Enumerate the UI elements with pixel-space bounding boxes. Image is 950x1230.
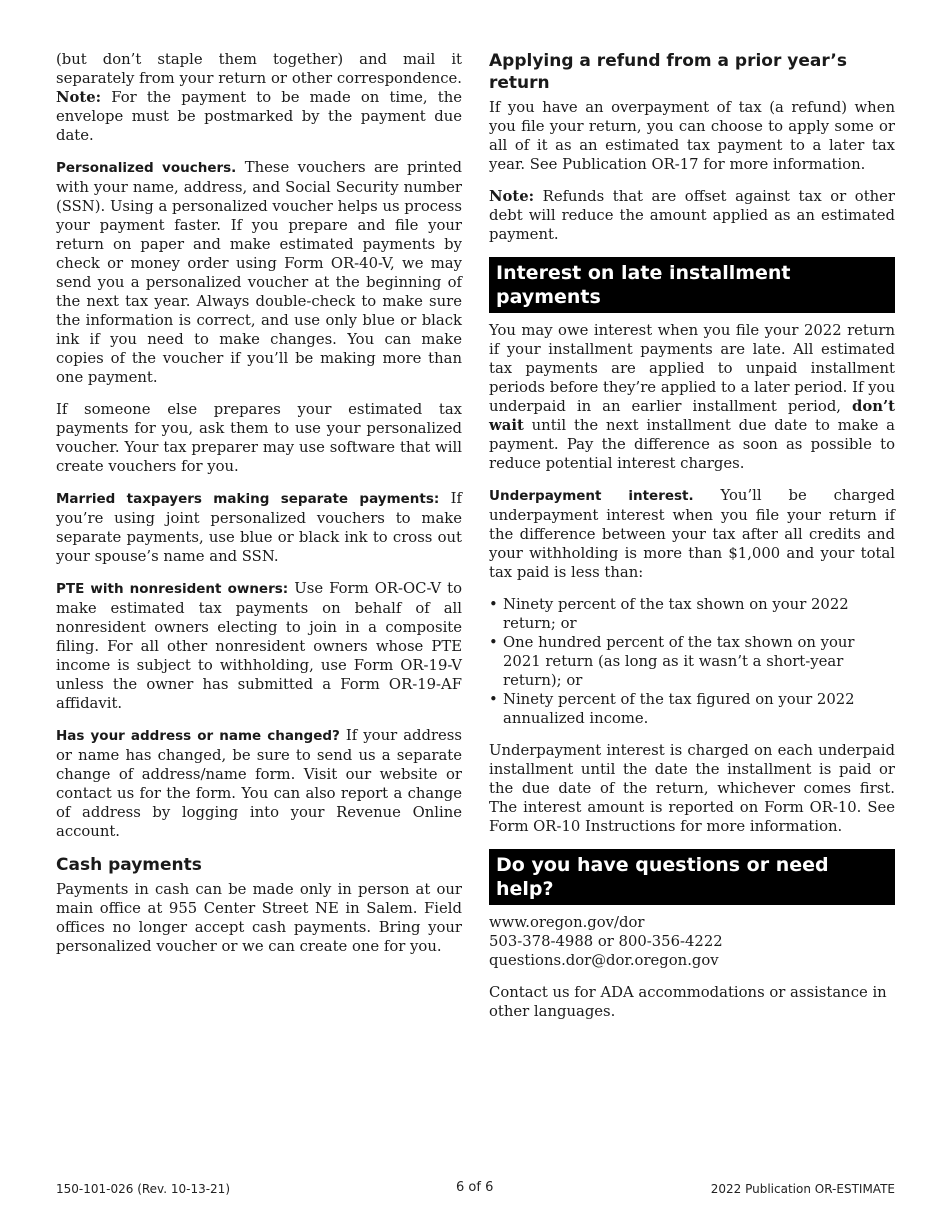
personalized-vouchers-paragraph: Personalized vouchers. These vouchers are printed with your name, address, and Social Security number (SSN). Using a personalized voucher helps us process your payment faster. If you prepare and file your return on paper and make estimated payments by check or money order using Form OR-40-V, we may send you a personalized voucher at the beginning of the next tax year. Always double-check to make sure the information is correct, and use only blue or black ink if you need to make changes. You can make copies of the voucher if you’ll be making more than one payment. [56,159,462,386]
right-column [489,50,895,1034]
someone-else-paragraph: If someone else prepares your estimated tax payments for you, ask them to use your personalized voucher. Your tax preparer may use software that will create vouchers for you. [56,401,462,475]
underpayment-paragraph: Underpayment interest. You’ll be charged underpayment interest when you file your return if the difference between your tax after all credits and your withholding is more than $1,000 and your total tax paid is less than: [489,487,896,581]
underpaid-installment-paragraph: Underpayment interest is charged on each underpaid installment until the date the installment is paid or the due date of the return, whichever comes first. The interest amount is reported on Form OR-10. See Form OR-10 Instructions for more information. [489,742,895,835]
list-item: • One hundred percent of the tax shown on your 2021 return (as long as it wasn’t a short-year return); or [489,633,895,690]
left-column [56,50,462,969]
address-change-paragraph: Has your address or name changed? If your address or name has changed, be sure to send us a separate change of address/name form. Visit our website or contact us for the form. You can also report a change of address by logging into your Revenue Online account. [56,727,462,840]
voucher-mailing-paragraph: (but don’t staple them together) and mail it separately from your return or other correspondence. Note: For the payment to be made on time, the envelope must be postmarked by the payment due date. [56,51,462,144]
cash-payments-heading: Cash payments [56,855,202,875]
page-number: 6 of 6 [456,1180,494,1195]
email-link[interactable]: questions.dor@dor.oregon.gov [489,952,719,969]
website-link[interactable]: www.oregon.gov/dor [489,914,645,931]
cash-payments-paragraph: Payments in cash can be made only in person at our main office at 955 Center Street NE in Salem. Field offices no longer accept cash payments. Bring your personalized voucher or we can create one for you. [56,881,462,955]
interest-paragraph: You may owe interest when you file your 2022 return if your installment payments are late. All estimated tax payments are applied to unpaid installment periods before they’re applied to a later period. If you underpaid in an earlier installment period, don’t wait until the next installment due date to make a payment. Pay the difference as soon as possible to reduce potential interest charges. [489,322,895,472]
phone-numbers: 503-378-4988 or 800-356-4222 [489,933,723,950]
refund-note-paragraph: Note: Refunds that are offset against tax or other debt will reduce the amount applied as an estimated payment. [489,188,895,243]
contact-block [489,913,895,970]
ada-paragraph: Contact us for ADA accommodations or assistance in other languages. [489,984,887,1020]
pte-nonresident-paragraph: PTE with nonresident owners: Use Form OR-OC-V to make estimated tax payments on behalf of all nonresident owners electing to join in a composite filing. For all other nonresident owners whose PTE income is subject to withholding, use Form OR-19-V unless the owner has submitted a Form OR-19-AF affidavit. [56,580,462,712]
list-item: • Ninety percent of the tax shown on your 2022 return; or [489,595,895,633]
page-footer [56,1180,895,1198]
form-number: 150-101-026 (Rev. 10-13-21) [56,1182,230,1196]
help-section-heading: Do you have questions or need help? [489,849,895,905]
interest-section-heading: Interest on late installment payments [489,257,895,313]
list-item: • Ninety percent of the tax figured on your 2022 annualized income. [489,690,895,728]
refund-paragraph: If you have an overpayment of tax (a refund) when you file your return, you can choose to apply some or all of it as an estimated tax payment to a later tax year. See Publication OR-17 for more information. [489,99,895,173]
refund-heading: Applying a refund from a prior year’s return [489,51,848,93]
publication-name: 2022 Publication OR-ESTIMATE [710,1182,895,1196]
underpayment-bullet-list [489,595,895,728]
married-taxpayers-paragraph: Married taxpayers making separate payments: If you’re using joint personalized vouchers to make separate payments, use blue or black ink to cross out your spouse’s name and SSN. [56,490,462,565]
